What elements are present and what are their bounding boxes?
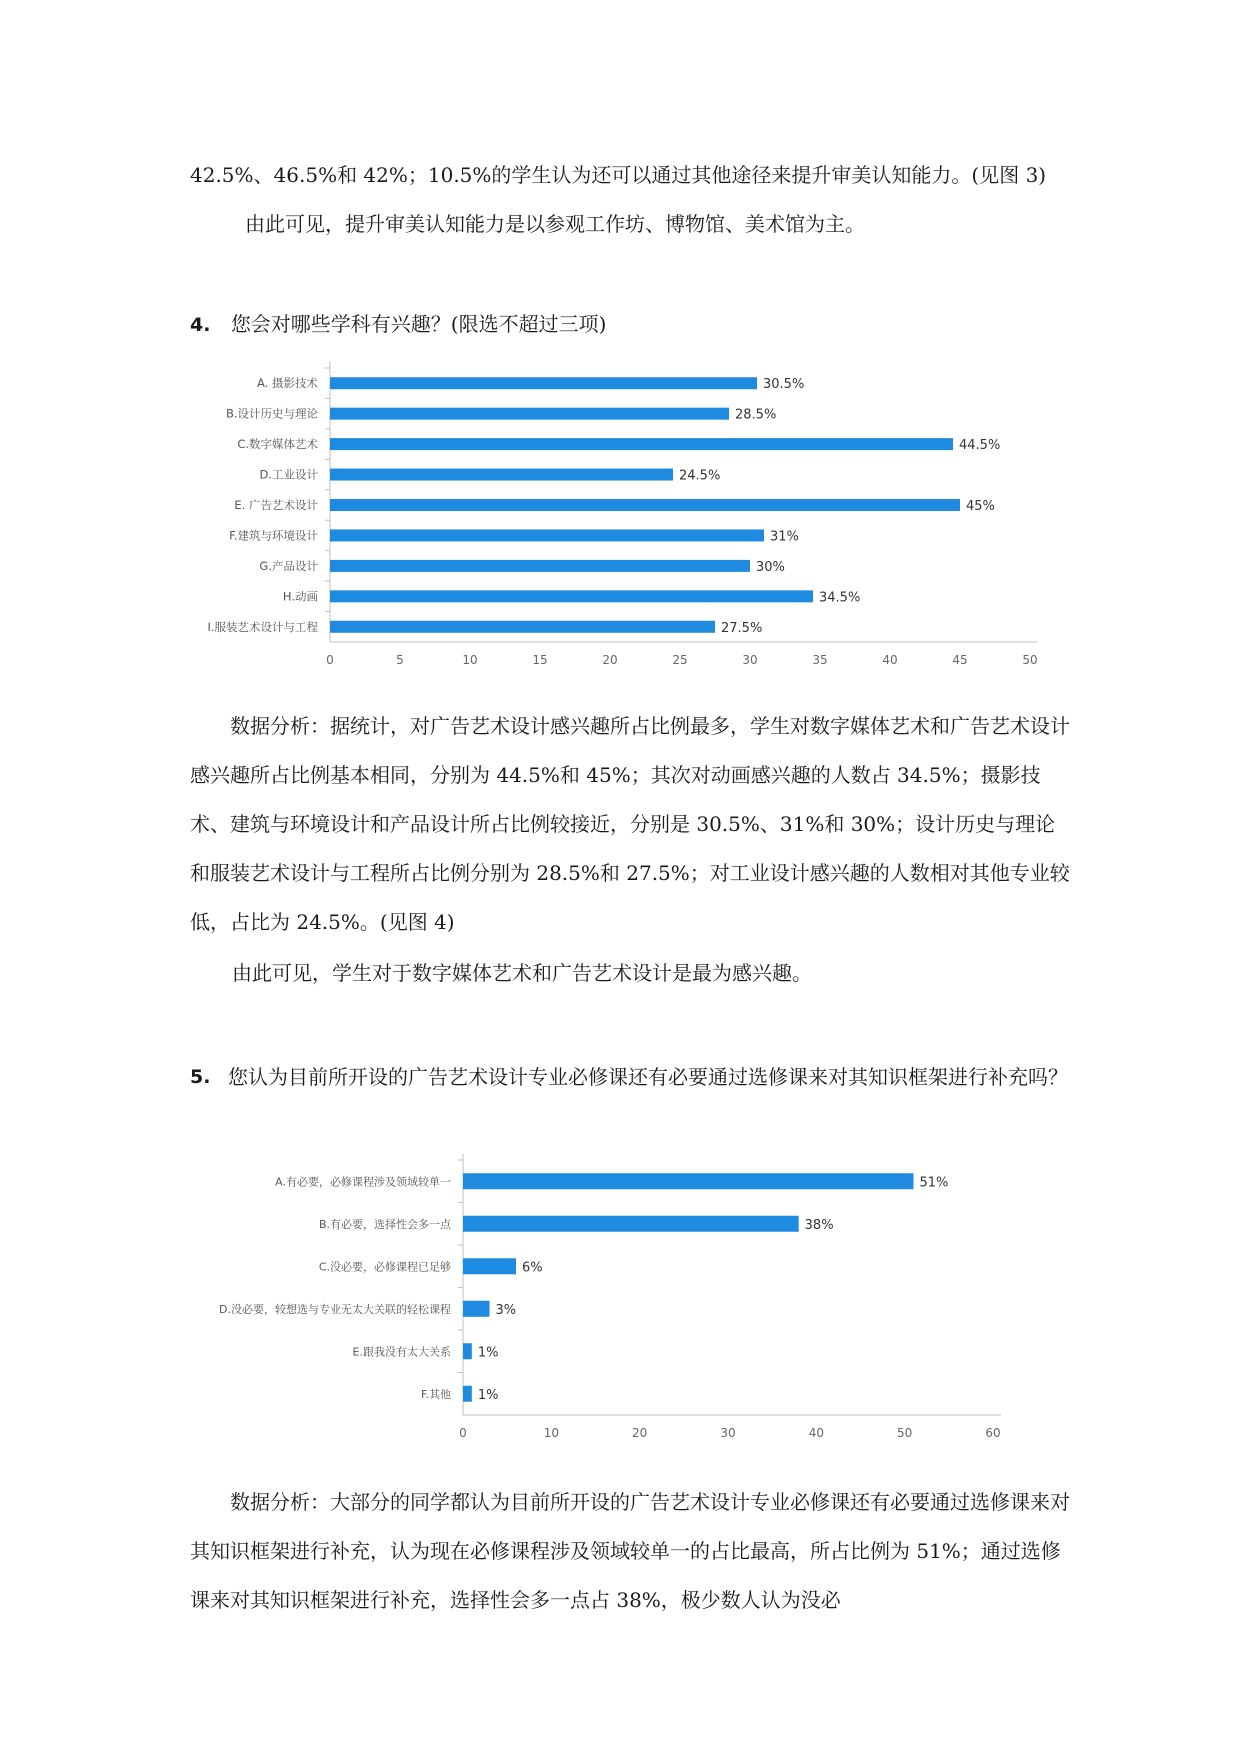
data-label: 1%	[477, 1345, 499, 1361]
bar	[330, 499, 960, 511]
bar	[330, 377, 757, 389]
x-tick-label: 20	[632, 1426, 648, 1440]
data-label: 44.5%	[959, 438, 1001, 454]
data-label: 31%	[770, 529, 799, 545]
data-label: 6%	[522, 1260, 543, 1276]
x-tick-label: 10	[462, 653, 478, 667]
x-tick-label: 35	[812, 653, 828, 667]
data-label: 34.5%	[819, 590, 861, 606]
question-text: 您认为目前所开设的广告艺术设计专业必修课还有必要通过选修课来对其知识框架进行补充吗？	[228, 1065, 1068, 1089]
bar	[330, 438, 953, 450]
x-tick-label: 25	[672, 653, 688, 667]
x-tick-label: 45	[952, 653, 968, 667]
data-label: 28.5%	[735, 407, 777, 423]
x-tick-label: 40	[808, 1426, 824, 1440]
data-label: 24.5%	[679, 468, 721, 484]
bar	[330, 621, 715, 633]
analysis-paragraph: 数据分析：大部分的同学都认为目前所开设的广告艺术设计专业必修课还有必要通过选修课来对其知识框架进行补充，认为现在必修课程涉及领域较单一的占比最高，所占比例为 51%；通过选修课来对其知识框架进行补充，选择性会多一点占 38%，极少数人认为没必	[190, 1490, 1070, 1612]
data-label: 30%	[756, 559, 785, 575]
x-tick-label: 15	[532, 653, 548, 667]
x-tick-label: 20	[602, 653, 618, 667]
necessity-bar-chart	[190, 1150, 1060, 1460]
x-tick-label: 30	[720, 1426, 736, 1440]
category-label: E. 广告艺术设计	[234, 498, 318, 512]
conclusion-line: 由此可见，提升审美认知能力是以参观工作坊、博物馆、美术馆为主。	[245, 212, 865, 236]
category-label: G.产品设计	[259, 558, 318, 573]
data-label: 45%	[966, 499, 995, 514]
x-tick-label: 5	[396, 653, 404, 667]
category-label: F.建筑与环境设计	[229, 528, 318, 543]
question-number: 5.	[190, 1066, 211, 1088]
x-tick-label: 50	[897, 1426, 913, 1440]
x-tick-label: 10	[543, 1426, 559, 1440]
x-tick-label: 0	[459, 1426, 467, 1440]
category-label: D.工业设计	[259, 467, 318, 482]
paragraph-line: 42.5%、46.5%和 42%；10.5%的学生认为还可以通过其他途径来提升审美认知能力。(见图 3)	[190, 163, 1047, 187]
bar	[463, 1386, 472, 1402]
x-tick-label: 60	[985, 1426, 1001, 1440]
question-number: 4.	[190, 314, 211, 336]
data-label: 1%	[477, 1387, 499, 1403]
category-label: C.没必要，必修课程已足够	[318, 1260, 451, 1274]
category-label: B.有必要，选择性会多一点	[318, 1217, 451, 1231]
bar	[330, 560, 750, 572]
bar	[330, 408, 729, 420]
data-label: 27.5%	[721, 620, 763, 636]
bar	[330, 529, 764, 541]
bar	[463, 1258, 516, 1274]
category-label: C.数字媒体艺术	[237, 437, 318, 452]
bar	[463, 1216, 799, 1232]
data-label: 3%	[495, 1302, 517, 1318]
data-label: 38%	[804, 1217, 834, 1233]
data-label: 30.5%	[763, 377, 805, 393]
data-label: 51%	[919, 1175, 949, 1191]
bar	[463, 1301, 490, 1317]
question-5	[190, 1053, 1070, 1102]
question-text: 您会对哪些学科有兴趣？(限选不超过三项)	[230, 312, 607, 336]
category-label: A. 摄影技术	[257, 376, 318, 391]
conclusion-line: 由此可见，学生对于数字媒体艺术和广告艺术设计是最为感兴趣。	[232, 961, 812, 985]
x-tick-label: 40	[882, 653, 898, 667]
category-label: F.其他	[420, 1387, 451, 1401]
x-tick-label: 0	[326, 653, 334, 667]
category-label: B.设计历史与理论	[225, 406, 318, 421]
category-label: D.没必要，较想选与专业无太大关联的轻松课程	[219, 1302, 451, 1316]
analysis-paragraph: 数据分析：据统计，对广告艺术设计感兴趣所占比例最多，学生对数字媒体艺术和广告艺术设计感兴趣所占比例基本相同，分别为 44.5%和 45%；其次对动画感兴趣的人数占 34.5%；摄影技术、建筑与环境设计和产品设计所占比例较接近，分别是 30.5%、31%和 30%；设计历史与理论和服装艺术设计与工程所占比例分别为 28.5%和 27.5%；对工业设计感兴趣的人数相对其他专业较低，占比为 24.5%。(见图 4)	[190, 714, 1070, 934]
bar	[330, 590, 813, 602]
category-label: E.跟我没有太大关系	[352, 1345, 451, 1359]
bar	[463, 1173, 914, 1189]
category-label: H.动画	[282, 589, 318, 604]
interest-bar-chart	[190, 360, 1060, 680]
bar	[330, 469, 673, 481]
category-label: A.有必要，必修课程涉及领域较单一	[275, 1175, 451, 1189]
x-tick-label: 50	[1022, 653, 1038, 667]
category-label: I.服装艺术设计与工程	[207, 619, 318, 634]
question-4	[190, 308, 606, 337]
x-tick-label: 30	[742, 653, 758, 667]
bar	[463, 1343, 472, 1359]
